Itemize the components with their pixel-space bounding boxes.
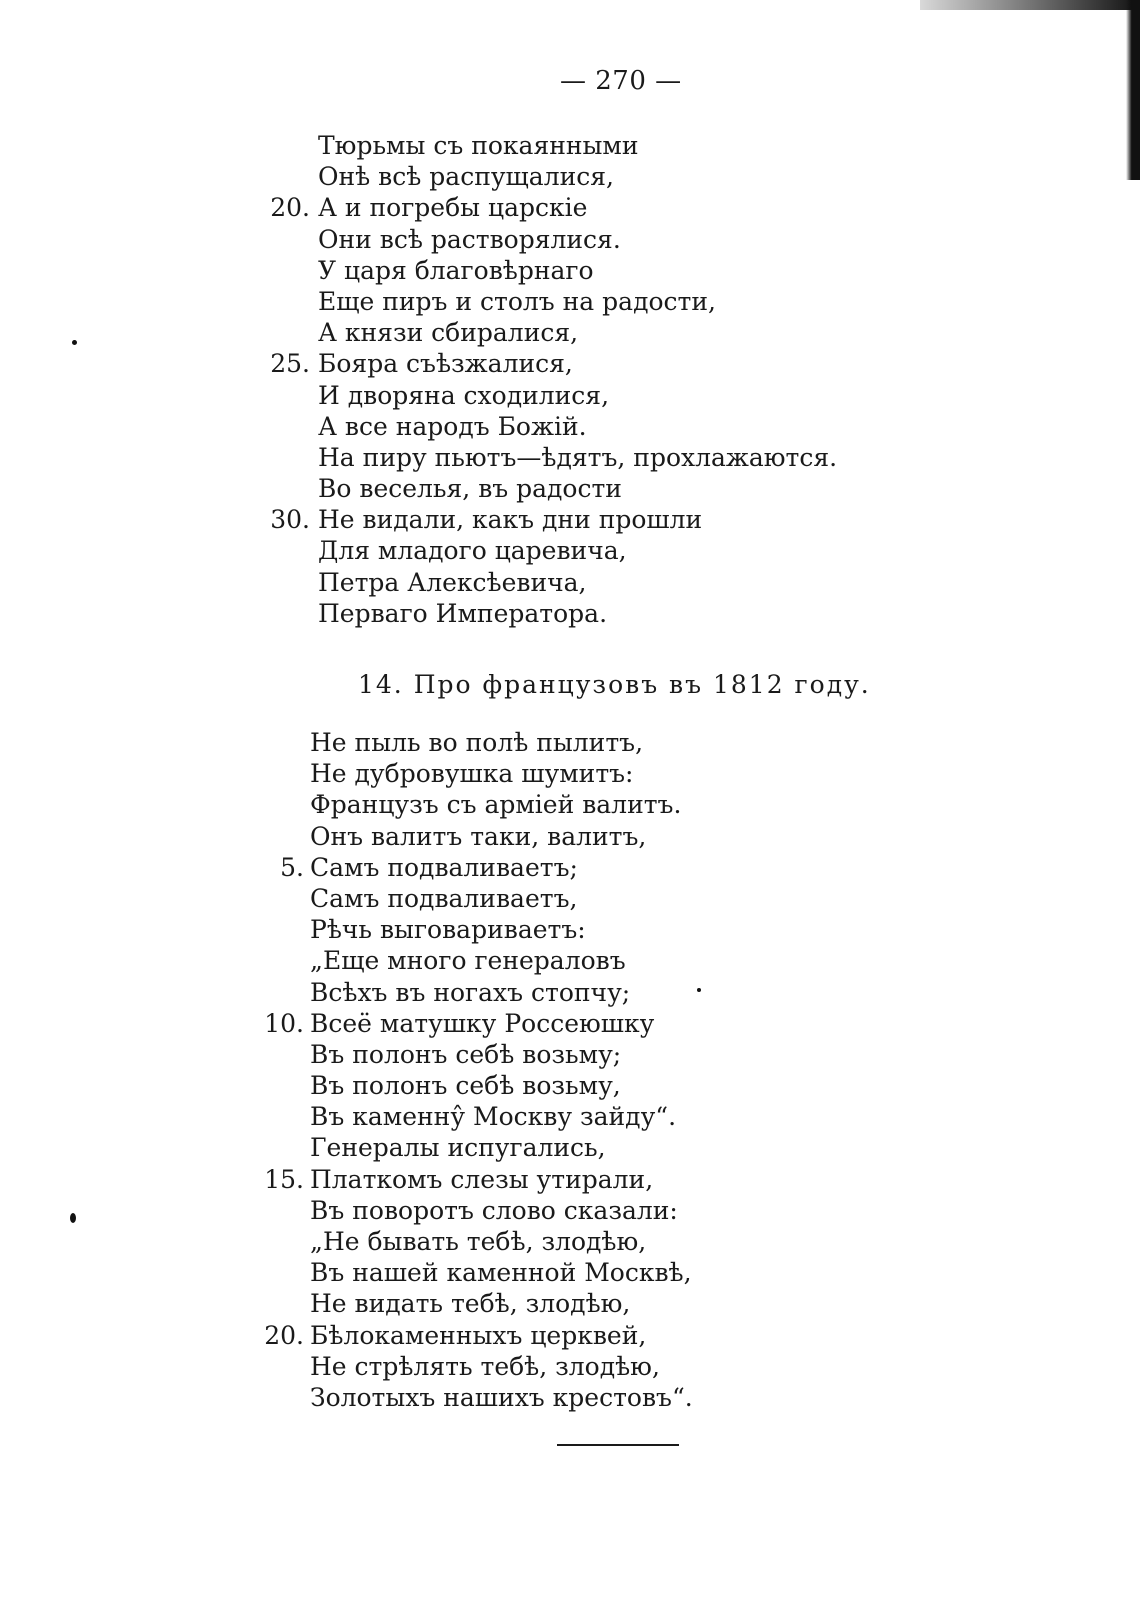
verse-text: Перваго Императора. <box>318 598 608 628</box>
verse-text: Бѣлокаменныхъ церквей, <box>310 1320 647 1350</box>
verse-text: Петра Алексѣевича, <box>318 567 587 597</box>
verse-text: Золотыхъ нашихъ крестовъ“. <box>310 1382 693 1412</box>
verse-text: Не пыль во полѣ пылитъ, <box>310 728 644 757</box>
line-number: 10. <box>264 1008 304 1038</box>
verse-text: Не стрѣлять тебѣ, злодѣю, <box>310 1351 660 1381</box>
verse-text: Французъ съ арміей валитъ. <box>310 790 682 820</box>
verse-text: На пиру пьютъ—ѣдятъ, прохлажаются. <box>318 442 838 472</box>
scan-speck <box>70 1213 76 1223</box>
verse-text: Въ полонъ себѣ возьму; <box>310 1039 622 1069</box>
line-number: 20. <box>264 1320 304 1350</box>
verse-text: Онѣ всѣ распущалися, <box>318 162 614 192</box>
page-number: — 270 — <box>560 66 682 96</box>
verse-text: Самъ подваливаетъ, <box>310 883 578 913</box>
verse-text: А и погребы царскіе <box>318 193 588 223</box>
verse-text: Въ поворотъ слово сказали: <box>310 1195 678 1225</box>
line-number: 20. <box>270 193 310 223</box>
verse-text: Платкомъ слезы утирали, <box>310 1164 654 1194</box>
verse-text: Не дубровушка шумитъ: <box>310 759 634 789</box>
scan-edge-top <box>920 0 1140 10</box>
verse-text: Въ нашей каменной Москвѣ, <box>310 1258 692 1288</box>
verse-text: Въ каменну̂ Москву зайду“. <box>310 1102 677 1132</box>
verse-text: Не видали, какъ дни прошли <box>318 505 703 535</box>
verse-text: А все народъ Божій. <box>318 411 587 441</box>
verse-text: Рѣчь выговариваетъ: <box>310 915 586 945</box>
verse-text: „Не бывать тебѣ, злодѣю, <box>310 1227 647 1256</box>
verse-text: Самъ подваливаетъ; <box>310 852 578 882</box>
verse-text: Въ полонъ себѣ возьму, <box>310 1071 621 1101</box>
poem-title: 14. Про французовъ въ 1812 году. <box>358 670 871 699</box>
scan-speck <box>72 340 77 345</box>
end-rule <box>557 1444 679 1446</box>
verse-text: Бояра съѣзжалися, <box>318 349 573 379</box>
verse-text: Для младого царевича, <box>318 536 627 566</box>
verse-text: У царя благовѣрнаго <box>318 255 594 285</box>
line-number: 15. <box>264 1164 304 1194</box>
line-number: 5. <box>280 852 304 882</box>
verse-text: Генералы испугались, <box>310 1133 606 1163</box>
verse-text: Во веселья, въ радости <box>318 474 622 504</box>
line-number: 25. <box>270 349 310 379</box>
verse-text: Еще пиръ и столъ на радости, <box>318 286 716 316</box>
verse-text: „Еще много генераловъ <box>310 946 626 976</box>
verse-text: Не видать тебѣ, злодѣю, <box>310 1289 631 1319</box>
verse-text: Онъ валитъ таки, валитъ, <box>310 821 647 851</box>
verse-text: Тюрьмы съ покаянными <box>318 131 639 160</box>
verse-text: Всеё матушку Россеюшку <box>310 1008 655 1038</box>
scan-edge-right <box>1126 0 1140 180</box>
line-number: 30. <box>270 505 310 535</box>
verse-text: И дворяна сходилися, <box>318 380 610 410</box>
verse-text: А князи сбиралися, <box>318 318 579 348</box>
verse-text: Всѣхъ въ ногахъ стопчу; <box>310 977 631 1007</box>
verse-text: Они всѣ растворялися. <box>318 224 621 254</box>
scan-speck <box>697 988 701 992</box>
